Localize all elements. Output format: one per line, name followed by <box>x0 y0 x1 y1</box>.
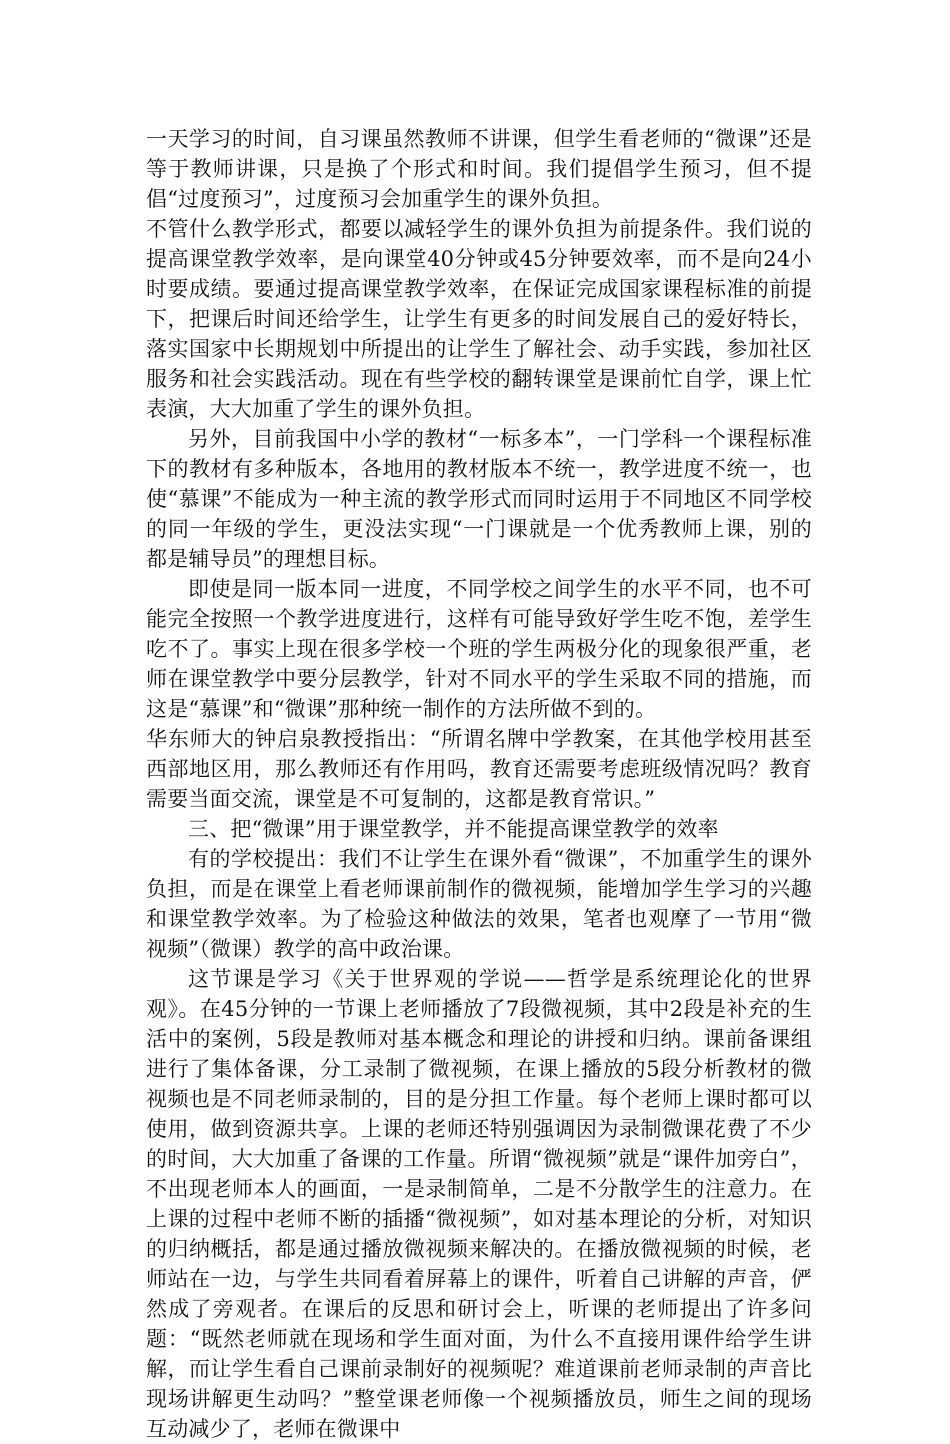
paragraph-3: 另外，目前我国中小学的教材“一标多本”，一门学科一个课程标准下的教材有多种版本，各地用的教材版本不统一，教学进度不统一，也使“慕课”不能成为一种主流的教学形式而同时运用于不同地区不同学校的同一年级的学生，更没法实现“一门课就是一个优秀教师上课，别的都是辅导员”的理想目标。 <box>146 427 812 571</box>
paragraph-1: 一天学习的时间，自习课虽然教师不讲课，但学生看老师的“微课”还是等于教师讲课，只是换了个形式和时间。我们提倡学生预习，但不提倡“过度预习”，过度预习会加重学生的课外负担。 <box>146 127 812 211</box>
paragraph-4: 即使是同一版本同一进度，不同学校之间学生的水平不同，也不可能完全按照一个教学进度进行，这样有可能导致好学生吃不饱，差学生吃不了。事实上现在很多学校一个班的学生两极分化的现象很严重，老师在课堂教学中要分层教学，针对不同水平的学生采取不同的措施，而这是“慕课”和“微课”那种统一制作的方法所做不到的。 <box>146 577 812 721</box>
paragraph-6: 有的学校提出：我们不让学生在课外看“微课”，不加重学生的课外负担，而是在课堂上看老师课前制作的微视频，能增加学生学习的兴趣和课堂教学效率。为了检验这种做法的效果，笔者也观摩了一节用“微视频”（微课）教学的高中政治课。 <box>146 847 812 961</box>
section-heading-3: 三、把“微课”用于课堂教学，并不能提高课堂教学的效率 <box>188 817 719 841</box>
paragraph-5-quote: 华东师大的钟启泉教授指出：“所谓名牌中学教案，在其他学校用甚至西部地区用，那么教师还有作用吗，教育还需要考虑班级情况吗？教育需要当面交流，课堂是不可复制的，这都是教育常识。” <box>146 727 812 811</box>
document-body <box>146 124 812 1444</box>
paragraph-7: 这节课是学习《关于世界观的学说——哲学是系统理论化的世界观》。在45分钟的一节课上老师播放了7段微视频，其中2段是补充的生活中的案例，5段是教师对基本概念和理论的讲授和归纳。课前备课组进行了集体备课，分工录制了微视频，在课上播放的5段分析教材的微视频也是不同老师录制的，目的是分担工作量。每个老师上课时都可以使用，做到资源共享。上课的老师还特别强调因为录制微课花费了不少的时间，大大加重了备课的工作量。所谓“微视频”就是“课件加旁白”，不出现老师本人的画面，一是录制简单，二是不分散学生的注意力。在上课的过程中老师不断的插播“微视频”，如对基本理论的分析，对知识的归纳概括，都是通过播放微视频来解决的。在播放微视频的时候，老师站在一边，与学生共同看着屏幕上的课件，听着自己讲解的声音，俨然成了旁观者。在课后的反思和研讨会上，听课的老师提出了许多问题：“既然老师就在现场和学生面对面，为什么不直接用课件给学生讲解，而让学生看自己课前录制好的视频呢？难道课前老师录制的声音比现场讲解更生动吗？”整堂课老师像一个视频播放员，师生之间的现场互动减少了，老师在微课中 <box>146 967 812 1441</box>
paragraph-2: 不管什么教学形式，都要以减轻学生的课外负担为前提条件。我们说的提高课堂教学效率，是向课堂40分钟或45分钟要效率，而不是向24小时要成绩。要通过提高课堂教学效率，在保证完成国家课程标准的前提下，把课后时间还给学生，让学生有更多的时间发展自己的爱好特长，落实国家中长期规划中所提出的让学生了解社会、动手实践，参加社区服务和社会实践活动。现在有些学校的翻转课堂是课前忙自学，课上忙表演，大大加重了学生的课外负担。 <box>146 217 812 421</box>
